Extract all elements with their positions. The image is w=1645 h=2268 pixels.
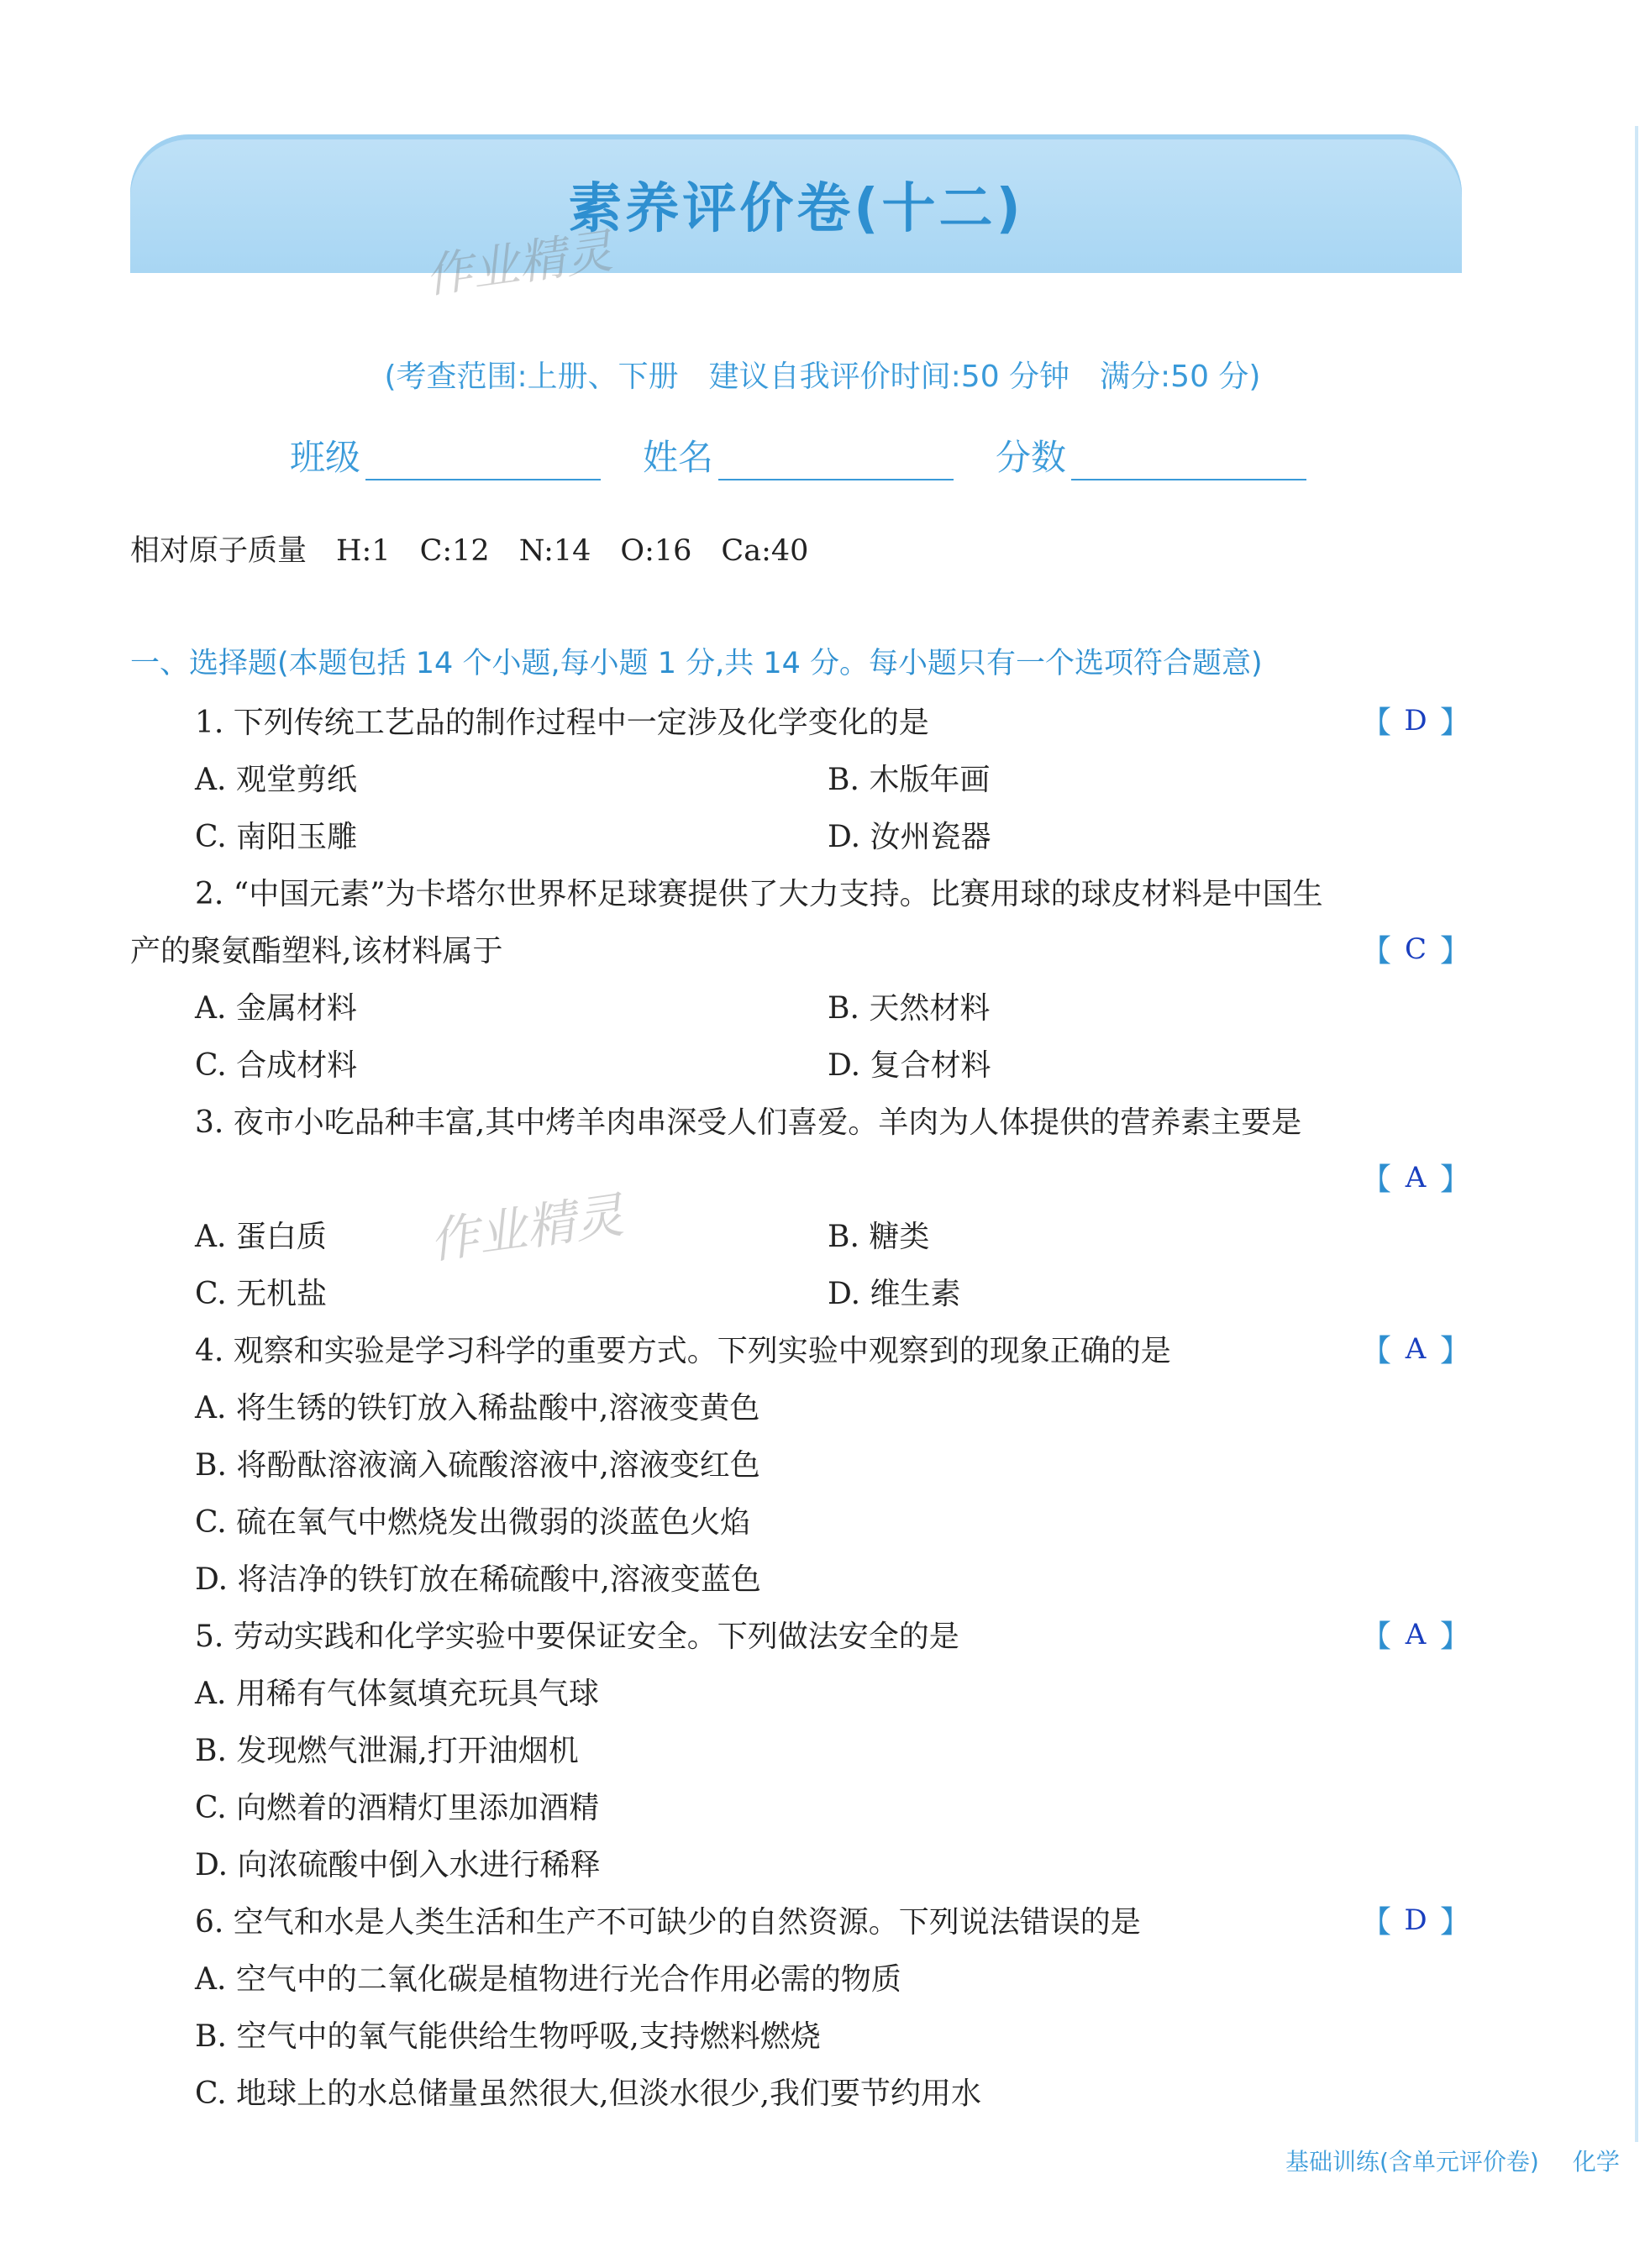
footer-book-title: 基础训练(含单元评价卷) xyxy=(1285,2148,1539,2176)
answer-value: C xyxy=(1404,932,1427,966)
answer-bracket: 【 A 】 xyxy=(1361,1617,1470,1654)
question-stem: 2. “中国元素”为卡塔尔世界杯足球赛提供了大力支持。比赛用球的球皮材料是中国生 xyxy=(195,877,1323,911)
student-info-row xyxy=(290,430,1348,480)
answer-value: A xyxy=(1405,1331,1427,1366)
option: C. 合成材料 xyxy=(195,1048,358,1083)
name-field[interactable] xyxy=(643,430,954,480)
option: D. 汝州瓷器 xyxy=(828,820,991,854)
option: B. 糖类 xyxy=(828,1220,930,1254)
watermark: 作业精灵 xyxy=(422,223,617,305)
class-label: 班级 xyxy=(290,437,361,478)
option: C. 向燃着的酒精灯里添加酒精 xyxy=(195,1791,600,1825)
answer-bracket: 【 A 】 xyxy=(1361,1331,1470,1368)
name-label: 姓名 xyxy=(643,437,714,478)
option: D. 将洁净的铁钉放在稀硫酸中,溶液变蓝色 xyxy=(195,1562,761,1597)
score-label: 分数 xyxy=(996,437,1067,478)
atomic-mass-note: 相对原子质量 H:1 C:12 N:14 O:16 Ca:40 xyxy=(130,534,809,568)
class-field[interactable] xyxy=(290,430,601,480)
option: B. 天然材料 xyxy=(828,991,991,1026)
answer-value: A xyxy=(1405,1617,1427,1651)
score-blank[interactable] xyxy=(1071,444,1306,480)
question-stem: 6. 空气和水是人类生活和生产不可缺少的自然资源。下列说法错误的是 xyxy=(195,1905,1141,1940)
question-stem-continued: 产的聚氨酯塑料,该材料属于 xyxy=(130,934,503,969)
answer-value: D xyxy=(1404,703,1427,738)
answer-bracket: 【 C 】 xyxy=(1361,932,1470,969)
answer-value: D xyxy=(1404,1903,1427,1937)
option: B. 空气中的氧气能供给生物呼吸,支持燃料燃烧 xyxy=(195,2019,821,2054)
answer-bracket: 【 D 】 xyxy=(1361,1903,1470,1940)
page-footer xyxy=(1285,2144,1620,2177)
option: C. 地球上的水总储量虽然很大,但淡水很少,我们要节约用水 xyxy=(195,2076,982,2111)
answer-value: A xyxy=(1405,1160,1427,1194)
answer-bracket: 【 D 】 xyxy=(1361,703,1470,740)
exam-scope: (考查范围:上册、下册 建议自我评价时间:50 分钟 满分:50 分) xyxy=(384,360,1261,394)
option: C. 南阳玉雕 xyxy=(195,820,358,854)
answer-bracket: 【 A 】 xyxy=(1361,1160,1470,1197)
page-title: 素养评价卷(十二) xyxy=(568,177,1024,240)
footer-subject: 化学 xyxy=(1572,2148,1620,2176)
option: D. 向浓硫酸中倒入水进行稀释 xyxy=(195,1848,601,1882)
option: C. 硫在氧气中燃烧发出微弱的淡蓝色火焰 xyxy=(195,1505,751,1540)
name-blank[interactable] xyxy=(718,444,954,480)
option: C. 无机盐 xyxy=(195,1277,328,1311)
option: A. 将生锈的铁钉放入稀盐酸中,溶液变黄色 xyxy=(195,1391,760,1425)
option: A. 观堂剪纸 xyxy=(195,763,357,797)
option: B. 发现燃气泄漏,打开油烟机 xyxy=(195,1734,579,1768)
score-field[interactable] xyxy=(996,430,1306,480)
question-stem: 5. 劳动实践和化学实验中要保证安全。下列做法安全的是 xyxy=(195,1620,959,1654)
watermark: 作业精灵 xyxy=(426,1186,628,1270)
question-stem: 4. 观察和实验是学习科学的重要方式。下列实验中观察到的现象正确的是 xyxy=(195,1334,1171,1368)
option: A. 空气中的二氧化碳是植物进行光合作用必需的物质 xyxy=(195,1962,901,1997)
page-edge xyxy=(1635,126,1638,2142)
option: A. 蛋白质 xyxy=(195,1220,327,1254)
question-stem: 1. 下列传统工艺品的制作过程中一定涉及化学变化的是 xyxy=(195,706,929,740)
option: A. 用稀有气体氦填充玩具气球 xyxy=(195,1677,599,1711)
option: B. 将酚酞溶液滴入硫酸溶液中,溶液变红色 xyxy=(195,1448,760,1483)
title-banner xyxy=(130,134,1462,273)
class-blank[interactable] xyxy=(365,444,601,480)
option: A. 金属材料 xyxy=(195,991,357,1026)
option: D. 复合材料 xyxy=(828,1048,991,1083)
option: D. 维生素 xyxy=(828,1277,961,1311)
question-stem: 3. 夜市小吃品种丰富,其中烤羊肉串深受人们喜爱。羊肉为人体提供的营养素主要是 xyxy=(195,1105,1302,1140)
section-heading: 一、选择题(本题包括 14 个小题,每小题 1 分,共 14 分。每小题只有一个选项符合题意) xyxy=(130,647,1263,680)
option: B. 木版年画 xyxy=(828,763,991,797)
